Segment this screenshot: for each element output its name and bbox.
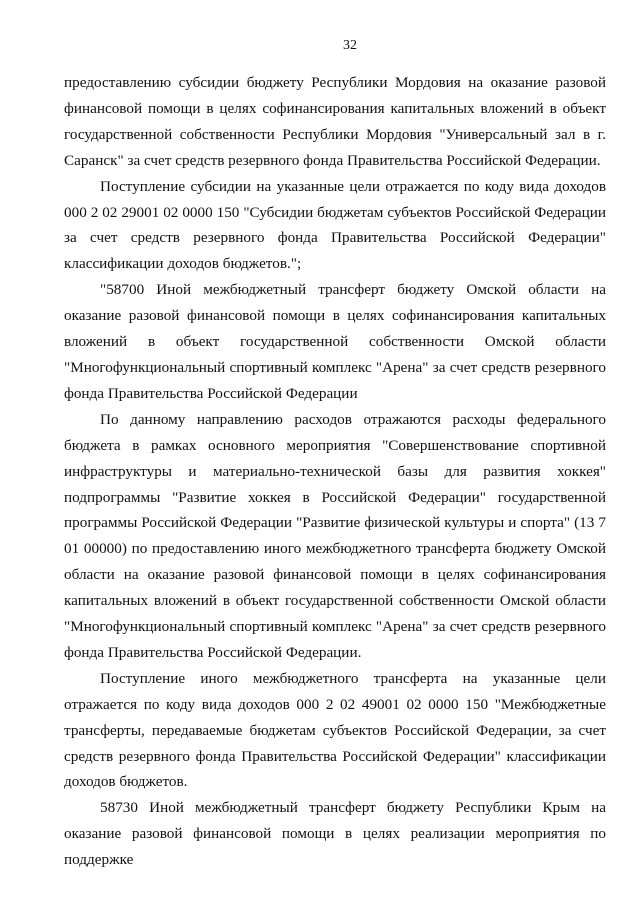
paragraph-58700-heading: "58700 Иной межбюджетный трансферт бюджету Омской области на оказание разовой финансовой помощи в целях софинансирования капитальных вложений в объект государственной собственности Омской области "Многофункциональный спортивный комплекс "Арена" за счет средств резервного фонда Правительства Российской Федерации bbox=[64, 281, 606, 402]
paragraph-subsidy-mordovia-end: предоставлению субсидии бюджету Республики Мордовия на оказание разовой финансовой помощи в целях софинансирования капитальных вложений в объект государственной собственности Республики Мордовия "Универсальный зал в г. Саранск" за счет средств резервного фонда Правительства Российской Федерации. bbox=[64, 74, 606, 169]
page-number: 32 bbox=[343, 38, 357, 53]
paragraph-58700-expenses: По данному направлению расходов отражаются расходы федерального бюджета в рамках основного мероприятия "Совершенствование спортивной инфраструктуры и материально-технической базы для развития хоккея" подпрограммы "Развитие хоккея в Российской Федерации" государственной программы Российской Федерации "Развитие физической культуры и спорта" (13 7 01 00000) по предоставлению иного межбюджетного трансферта бюджету Омской области на оказание разовой финансовой помощи в целях софинансирования капитальных вложений в объект государственной собственности Омской области "Многофункциональный спортивный комплекс "Арена" за счет средств резервного фонда Правительства Российской Федерации. bbox=[64, 410, 606, 661]
paragraph-subsidy-income-code: Поступление субсидии на указанные цели отражается по коду вида доходов 000 2 02 29001 02 0000 150 "Субсидии бюджетам субъектов Российской Федерации за счет средств резервного фонда Правительства Российской Федерации" классификации доходов бюджетов."; bbox=[64, 177, 606, 273]
paragraph-58730-heading: 58730 Иной межбюджетный трансферт бюджету Республики Крым на оказание разовой финансовой помощи в целях реализации мероприятия по поддержке bbox=[64, 799, 606, 869]
paragraph-58700-income-code: Поступление иного межбюджетного трансферта на указанные цели отражается по коду вида доходов 000 2 02 49001 02 0000 150 "Межбюджетные трансферты, передаваемые бюджетам субъектов Российской Федерации, за счет средств резервного фонда Правительства Российской Федерации" классификации доходов бюджетов. bbox=[64, 669, 606, 791]
